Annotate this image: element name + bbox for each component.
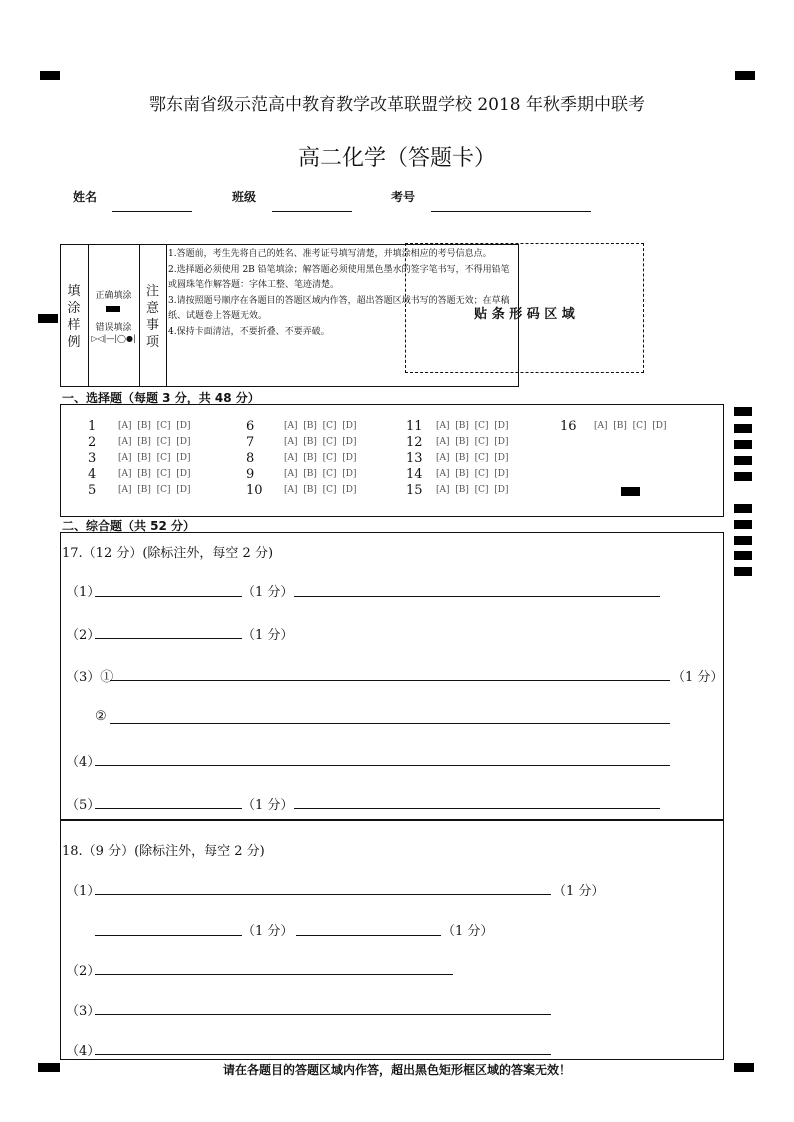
- section2-title: 二、综合题（共 52 分）: [62, 519, 196, 533]
- choice-question-number: 4: [88, 467, 97, 482]
- choice-question-number: 1: [88, 419, 97, 434]
- choice-timing-mark: [621, 487, 640, 496]
- choice-options[interactable]: [A] [B] [C] [D]: [118, 453, 191, 463]
- alignment-mark-top-right: [735, 71, 755, 80]
- wrong-fill-sample: ▷◁|—|◯●|: [91, 334, 136, 343]
- q18-part3-blank[interactable]: [95, 1014, 551, 1015]
- q17-part3-label: （3）①: [66, 670, 114, 685]
- q18-part1-points-b: （1 分）: [242, 924, 294, 939]
- q17-part2-points: （1 分）: [242, 628, 294, 643]
- q17-part5-label: （5）: [66, 798, 101, 813]
- timing-mark: [734, 440, 752, 449]
- wrong-fill-label: 错误填涂: [95, 323, 132, 333]
- choice-options[interactable]: [A] [B] [C] [D]: [284, 453, 357, 463]
- timing-mark: [734, 472, 752, 481]
- page-title: 高二化学（答题卡）: [297, 146, 496, 171]
- notice-item: 1.答题前，考生先将自己的姓名、准考证号填写清楚，并填涂相应的考号信息点。: [168, 249, 492, 259]
- notice-item: 3.请按照题号顺序在各题目的答题区域内作答，超出答题区域书写的答题无效；在草稿纸、试题卷上答题无效。: [168, 295, 510, 321]
- correct-fill-sample: [106, 306, 120, 312]
- q17-part1-label: （1）: [66, 585, 101, 600]
- q18-part1-blank-b[interactable]: [95, 935, 242, 936]
- class-field[interactable]: [272, 211, 352, 212]
- choice-question-number: 2: [88, 435, 97, 450]
- q17-part3-blank-1[interactable]: [110, 680, 670, 681]
- timing-mark: [734, 536, 752, 545]
- choice-question-number: 11: [406, 419, 423, 434]
- exam-no-field[interactable]: [431, 211, 591, 212]
- choice-options[interactable]: [A] [B] [C] [D]: [284, 469, 357, 479]
- q17-part3-blank-2[interactable]: [110, 723, 670, 724]
- class-label: 班级: [232, 190, 257, 204]
- timing-mark: [734, 504, 752, 513]
- alignment-mark-left-mid: [38, 314, 58, 323]
- name-label: 姓名: [73, 190, 98, 204]
- q17-part4-label: （4）: [66, 755, 101, 770]
- q17-part2-blank[interactable]: [95, 638, 242, 639]
- q18-part1-points-c: （1 分）: [442, 924, 494, 939]
- q17-answer-area: [60, 532, 724, 820]
- q18-part2-label: （2）: [66, 964, 101, 979]
- q18-part1-blank-a[interactable]: [95, 894, 551, 895]
- timing-mark: [734, 520, 752, 529]
- choice-options[interactable]: [A] [B] [C] [D]: [118, 469, 191, 479]
- q17-part3-points: （1 分）: [672, 670, 724, 685]
- section1-title: 一、选择题（每题 3 分，共 48 分）: [62, 391, 260, 405]
- name-field[interactable]: [112, 211, 192, 212]
- q17-part5-blank-a[interactable]: [95, 808, 242, 809]
- timing-mark: [734, 456, 752, 465]
- choice-question-number: 14: [406, 467, 423, 482]
- timing-mark: [734, 424, 752, 433]
- choice-options[interactable]: [A] [B] [C] [D]: [284, 421, 357, 431]
- notice-heading: 注 意 事 项: [145, 284, 159, 350]
- choice-question-number: 5: [88, 483, 97, 498]
- choice-question-number: 15: [406, 483, 423, 498]
- notice-item: 2.选择题必须使用 2B 铅笔填涂；解答题必须使用黑色墨水的签字笔书写，不得用铅笔或圆珠笔作解答题：字体工整、笔迹清楚。: [168, 264, 510, 290]
- timing-mark: [734, 567, 752, 576]
- q17-part5-points: （1 分）: [242, 798, 294, 813]
- q17-part1-points: （1 分）: [242, 585, 294, 600]
- q17-part1-blank-b[interactable]: [294, 596, 660, 597]
- q17-part3b-label: ②: [95, 709, 107, 724]
- footer-warning: 请在各题目的答题区域内作答，超出黑色矩形框区域的答案无效！: [222, 1063, 571, 1077]
- choice-options[interactable]: [A] [B] [C] [D]: [118, 485, 191, 495]
- fill-example-heading: 填 涂 样 例: [67, 284, 81, 350]
- choice-question-number: 16: [560, 419, 577, 434]
- q18-title: 18.（9 分）(除标注外，每空 2 分): [62, 844, 265, 859]
- choice-options[interactable]: [A] [B] [C] [D]: [284, 485, 357, 495]
- choice-options[interactable]: [A] [B] [C] [D]: [436, 469, 509, 479]
- alignment-mark-top-left: [40, 71, 60, 80]
- q18-part1-label: （1）: [66, 884, 101, 899]
- q17-part5-blank-b[interactable]: [294, 808, 660, 809]
- q18-part4-label: （4）: [66, 1044, 101, 1059]
- choice-question-number: 10: [246, 483, 263, 498]
- choice-options[interactable]: [A] [B] [C] [D]: [284, 437, 357, 447]
- q18-part1-blank-c[interactable]: [296, 935, 441, 936]
- notice-item: 4.保持卡面清洁，不要折叠、不要弄破。: [168, 326, 330, 337]
- q17-part4-blank[interactable]: [95, 765, 670, 766]
- choice-options[interactable]: [A] [B] [C] [D]: [436, 453, 509, 463]
- q17-title: 17.（12 分）(除标注外，每空 2 分): [62, 546, 274, 561]
- choice-options[interactable]: [A] [B] [C] [D]: [118, 421, 191, 431]
- choice-options[interactable]: [A] [B] [C] [D]: [118, 437, 191, 447]
- choice-question-number: 8: [246, 451, 255, 466]
- q17-part1-blank-a[interactable]: [95, 596, 242, 597]
- timing-mark: [734, 551, 752, 560]
- q18-part4-blank[interactable]: [95, 1054, 551, 1055]
- choice-options[interactable]: [A] [B] [C] [D]: [436, 437, 509, 447]
- barcode-area-label: 贴 条 形 码 区 域: [474, 307, 575, 322]
- timing-mark: [734, 407, 752, 416]
- choice-question-number: 13: [406, 451, 423, 466]
- choice-question-number: 7: [246, 435, 255, 450]
- choice-question-number: 6: [246, 419, 255, 434]
- school-header: 鄂东南省级示范高中教育教学改革联盟学校 2018 年秋季期中联考: [148, 95, 646, 115]
- choice-question-number: 3: [88, 451, 97, 466]
- choice-question-number: 9: [246, 467, 255, 482]
- choice-options[interactable]: [A] [B] [C] [D]: [436, 485, 509, 495]
- choice-options[interactable]: [A] [B] [C] [D]: [594, 421, 667, 431]
- q18-part1-points: （1 分）: [553, 884, 605, 899]
- choice-options[interactable]: [A] [B] [C] [D]: [436, 421, 509, 431]
- correct-fill-label: 正确填涂: [95, 291, 132, 301]
- q17-part2-label: （2）: [66, 628, 101, 643]
- q18-part3-label: （3）: [66, 1004, 101, 1019]
- exam-no-label: 考号: [391, 190, 416, 204]
- choice-question-number: 12: [406, 435, 423, 450]
- q18-part2-blank[interactable]: [95, 974, 453, 975]
